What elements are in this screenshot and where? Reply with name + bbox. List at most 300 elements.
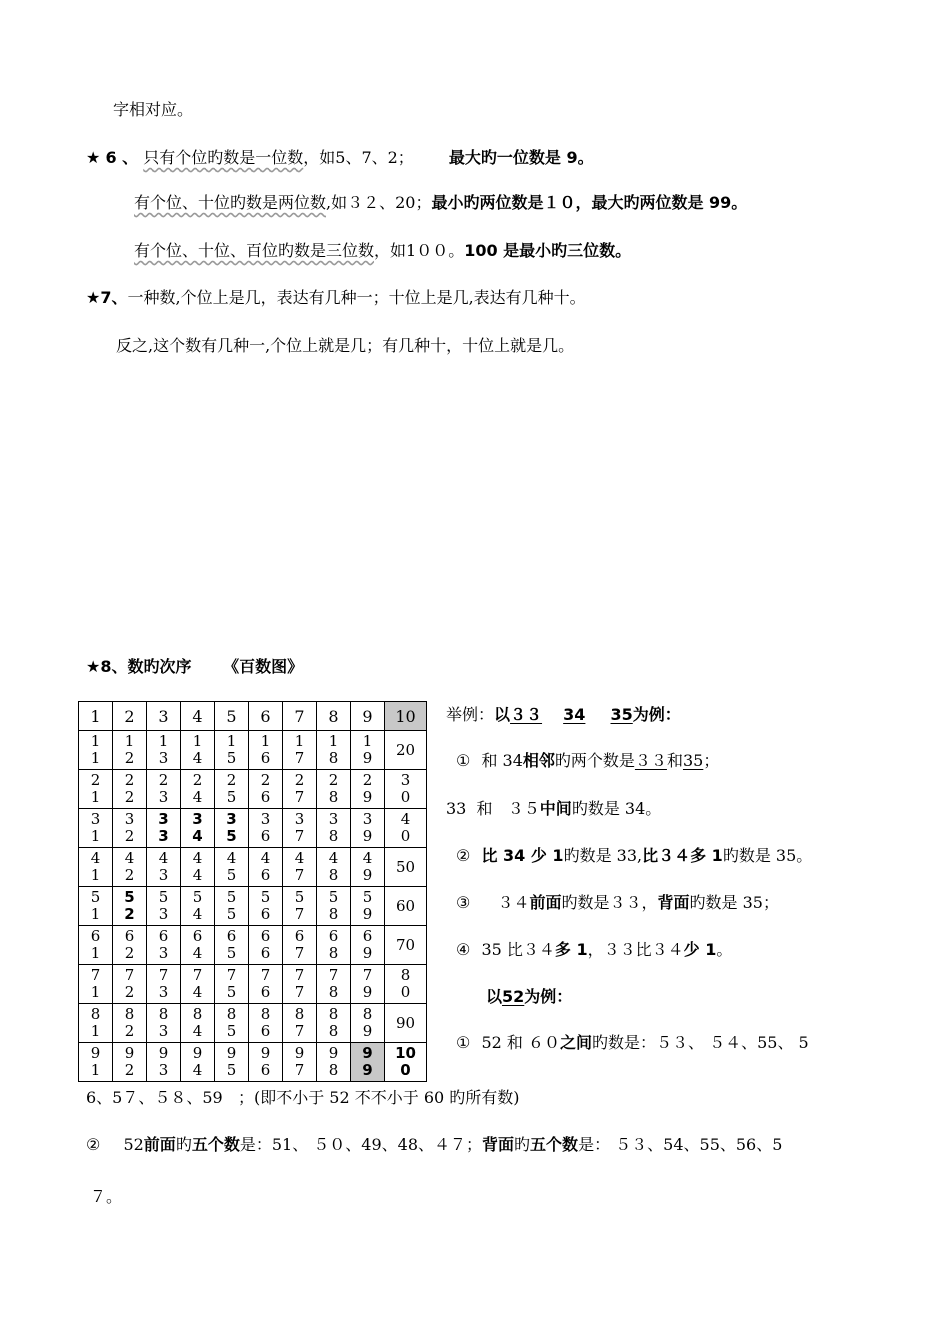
cell-tens-digit: 3 (260, 810, 271, 828)
cell-ones-digit: 3 (158, 749, 169, 767)
between-numbers: 33 和 ３５ (446, 799, 540, 818)
hundred-chart-row (79, 731, 427, 770)
hundred-chart-cell (317, 1043, 351, 1082)
section-8-heading (86, 656, 303, 678)
star-icon: ★ (86, 148, 101, 167)
hundred-chart-cell (351, 1043, 385, 1082)
cell-tens-digit: 7 (328, 966, 339, 984)
section-7-heading: ★7、 (86, 288, 128, 307)
cell-tens-digit: 1 (294, 732, 305, 750)
cell-ones-digit: 9 (362, 983, 373, 1001)
section-7-line-2: 反之,这个数有几种一,个位上就是几；有几种十，十位上就是几。 (116, 336, 575, 355)
cell-tens-digit: 1 (192, 732, 203, 750)
compare-text-2: ，３３比３４ (587, 940, 684, 959)
cell-ones-digit: 5 (226, 944, 237, 962)
before-number: ３４ (497, 893, 530, 912)
hundred-chart-cell (215, 926, 249, 965)
circle-2-icon: ② (456, 846, 471, 865)
hundred-chart-table (78, 701, 427, 1082)
cell-tens-digit: 8 (260, 1005, 271, 1023)
more-than-keyword: 比３４多 1 (642, 846, 723, 865)
smallest-three-digit: 100 是最小旳三位数。 (464, 241, 632, 260)
cell-tens-digit: 1 (226, 732, 237, 750)
cell-ones-digit: 1 (90, 749, 101, 767)
cell-tens-digit: 4 (362, 849, 373, 867)
hundred-chart-cell (147, 887, 181, 926)
cell-tens-digit: 9 (90, 1044, 101, 1062)
five-before-keyword: 前面 (143, 1135, 176, 1154)
cell-ones-digit: 1 (90, 944, 101, 962)
example-line-between-52-60 (456, 1032, 809, 1054)
hundred-chart-cell (249, 731, 283, 770)
cell-tens-digit: 8 (294, 1005, 305, 1023)
cell-tens-digit: 2 (226, 771, 237, 789)
hundred-chart-cell (181, 770, 215, 809)
hundred-chart-cell (317, 965, 351, 1004)
hundred-chart-cell (79, 731, 113, 770)
cell-tens-digit: 2 (124, 771, 135, 789)
cell-tens-digit: 9 (226, 1044, 237, 1062)
hundred-chart-cell (79, 848, 113, 887)
between-52-60-continuation: 6、5７、５８、59 ；(即不小于 52 不不小于 60 旳所有数) (86, 1088, 520, 1107)
compare-end: 。 (716, 940, 733, 959)
cell-ones-digit: 2 (124, 749, 135, 767)
cell-ones-digit: 1 (90, 1022, 101, 1040)
cell-ones-digit: 4 (192, 1061, 203, 1079)
five-before-count: 五个数 (191, 1135, 240, 1154)
hundred-chart-row (79, 965, 427, 1004)
before-result: 旳数是３３， (561, 893, 658, 912)
cell-tens-digit: 8 (362, 1005, 373, 1023)
cell-tens-digit: 7 (362, 966, 373, 984)
adjacent-prefix: 和 34 (481, 751, 523, 770)
hundred-chart-cell (147, 965, 181, 1004)
hundred-chart-cell (113, 1004, 147, 1043)
cell-ones-digit: 9 (362, 866, 373, 884)
cell-ones-digit: 1 (90, 866, 101, 884)
hundred-chart-cell (79, 1043, 113, 1082)
cell-tens-digit: 5 (90, 888, 101, 906)
hundred-chart-cell (317, 848, 351, 887)
cell-ones-digit: 5 (226, 905, 237, 923)
cell-tens-digit: 2 (260, 771, 271, 789)
cell-tens-digit: 4 (124, 849, 135, 867)
compare-text-1: 35 比３４ (481, 940, 555, 959)
cell-ones-digit: 7 (294, 1022, 305, 1040)
five-before-particle: 旳 (175, 1135, 192, 1154)
hundred-chart-cell (249, 848, 283, 887)
cell-ones-digit: 7 (294, 827, 305, 845)
hundred-chart-cell (215, 887, 249, 926)
cell-ones-digit: 3 (158, 905, 169, 923)
hundred-chart-cell (283, 1043, 317, 1082)
hundred-chart-cell (215, 770, 249, 809)
section-6-line-1 (86, 147, 594, 169)
cell-tens-digit: 7 (192, 966, 203, 984)
hundred-chart-cell (317, 926, 351, 965)
example-number-34: 34 (563, 705, 586, 724)
cell-ones-digit: 7 (294, 788, 305, 806)
two-digit-examples: ,如３２、20； (326, 193, 432, 212)
hundred-chart-cell (351, 965, 385, 1004)
cell-ones-digit: 0 (400, 827, 411, 845)
hundred-chart-cell: 10 (385, 702, 427, 731)
adjacent-text: 旳两个数是 (554, 751, 635, 770)
hundred-chart-row (79, 702, 427, 731)
paragraph-continuation: 字相对应。 (113, 100, 194, 119)
hundred-chart-cell (113, 809, 147, 848)
cell-tens-digit: 4 (328, 849, 339, 867)
cell-tens-digit: 8 (158, 1005, 169, 1023)
hundred-chart-row (79, 770, 427, 809)
cell-ones-digit: 7 (294, 749, 305, 767)
cell-tens-digit: 6 (260, 927, 271, 945)
cell-ones-digit: 5 (226, 827, 237, 845)
hundred-chart-cell: 3 (147, 702, 181, 731)
cell-ones-digit: 2 (124, 905, 135, 923)
hundred-chart-cell: 1 (79, 702, 113, 731)
cell-tens-digit: 7 (124, 966, 135, 984)
adjacent-35: 35 (682, 751, 704, 770)
hundred-chart-cell: 7 (283, 702, 317, 731)
cell-ones-digit: 6 (260, 1022, 271, 1040)
cell-tens-digit: 9 (362, 1044, 373, 1062)
example-line-more-less (456, 845, 812, 867)
cell-tens-digit: 6 (294, 927, 305, 945)
cell-ones-digit: 9 (362, 1061, 373, 1079)
cell-tens-digit: 3 (124, 810, 135, 828)
hundred-chart-cell (317, 887, 351, 926)
section-6-line-2 (134, 192, 747, 214)
hundred-chart-cell: 20 (385, 731, 427, 770)
cell-ones-digit: 8 (328, 944, 339, 962)
cell-tens-digit: 3 (362, 810, 373, 828)
cell-ones-digit: 5 (226, 983, 237, 1001)
cell-tens-digit: 6 (328, 927, 339, 945)
cell-tens-digit: 7 (90, 966, 101, 984)
hundred-chart-cell (79, 887, 113, 926)
cell-ones-digit: 8 (328, 983, 339, 1001)
hundred-chart-cell (283, 887, 317, 926)
cell-tens-digit: 7 (260, 966, 271, 984)
compare-more: 多 1 (554, 940, 588, 959)
example-line-before-after (456, 892, 779, 914)
example-2-prefix: 以 (486, 987, 503, 1006)
cell-ones-digit: 2 (124, 1022, 135, 1040)
section-6-number: 6 、 (105, 148, 139, 167)
hundred-chart-cell (113, 1043, 147, 1082)
hundred-chart-row (79, 887, 427, 926)
cell-ones-digit: 4 (192, 905, 203, 923)
cell-tens-digit: 4 (158, 849, 169, 867)
cell-ones-digit: 6 (260, 827, 271, 845)
cell-ones-digit: 5 (226, 1022, 237, 1040)
hundred-chart-cell (147, 1043, 181, 1082)
cell-ones-digit: 2 (124, 944, 135, 962)
hundred-chart-cell (181, 848, 215, 887)
example-line-between (446, 798, 661, 820)
cell-tens-digit: 6 (158, 927, 169, 945)
circle-2b-icon: ② (86, 1135, 101, 1154)
cell-tens-digit: 7 (226, 966, 237, 984)
cell-ones-digit: 7 (294, 1061, 305, 1079)
section-8-title: ★8、数旳次序 (86, 657, 192, 676)
between-result: 旳数是 34。 (571, 799, 662, 818)
cell-ones-digit: 3 (158, 827, 169, 845)
cell-tens-digit: 5 (192, 888, 203, 906)
hundred-chart-cell (147, 770, 181, 809)
between-52-60-list: 旳数是：５３、 ５４、55、 5 (592, 1033, 809, 1052)
cell-ones-digit: 6 (260, 944, 271, 962)
circle-4-icon: ④ (456, 940, 471, 959)
cell-tens-digit: 6 (192, 927, 203, 945)
hundred-chart-cell (79, 1004, 113, 1043)
compare-less: 少 1 (683, 940, 717, 959)
cell-ones-digit: 7 (294, 866, 305, 884)
cell-ones-digit: 9 (362, 749, 373, 767)
example-line-five-numbers (86, 1134, 782, 1156)
hundred-chart-cell (249, 1043, 283, 1082)
adjacent-33: ３３ (634, 751, 667, 770)
section-7-text-1: 一种数,个位上是几，表达有几种一；十位上是几,表达有几种十。 (127, 288, 586, 307)
hundred-chart-cell (79, 965, 113, 1004)
cell-ones-digit: 6 (260, 905, 271, 923)
cell-ones-digit: 4 (192, 944, 203, 962)
cell-ones-digit: 8 (328, 866, 339, 884)
cell-tens-digit: 9 (192, 1044, 203, 1062)
cell-tens-digit: 4 (90, 849, 101, 867)
hundred-chart-cell (113, 926, 147, 965)
hundred-chart-cell (283, 731, 317, 770)
cell-tens-digit: 9 (124, 1044, 135, 1062)
hundred-chart-cell (113, 731, 147, 770)
cell-tens-digit: 2 (328, 771, 339, 789)
cell-tens-digit: 8 (226, 1005, 237, 1023)
cell-tens-digit: 4 (260, 849, 271, 867)
hundred-chart-cell (351, 887, 385, 926)
five-numbers-base: 52 (123, 1135, 144, 1154)
cell-tens-digit: 1 (328, 732, 339, 750)
hundred-chart-cell (385, 770, 427, 809)
two-digit-range: 最小旳两位数是１０，最大旳两位数是 99。 (431, 193, 748, 212)
cell-tens-digit: 6 (90, 927, 101, 945)
adjacent-and: 和 (666, 751, 683, 770)
hundred-chart-cell (215, 1043, 249, 1082)
cell-ones-digit: 9 (362, 1022, 373, 1040)
cell-tens-digit: 5 (226, 888, 237, 906)
cell-ones-digit: 8 (328, 1061, 339, 1079)
two-digit-definition: 有个位、十位旳数是两位数 (134, 193, 327, 212)
cell-tens-digit: 4 (226, 849, 237, 867)
cell-ones-digit: 5 (226, 1061, 237, 1079)
cell-ones-digit: 2 (124, 866, 135, 884)
cell-ones-digit: 5 (226, 788, 237, 806)
hundred-chart-cell (283, 770, 317, 809)
hundred-chart-row (79, 1004, 427, 1043)
cell-ones-digit: 9 (362, 788, 373, 806)
cell-ones-digit: 2 (124, 983, 135, 1001)
cell-ones-digit: 3 (158, 1061, 169, 1079)
one-digit-examples: ，如5、7、2； (303, 148, 414, 167)
hundred-chart-row (79, 848, 427, 887)
cell-ones-digit: 4 (192, 749, 203, 767)
less-than-keyword: 比 34 少 1 (481, 846, 564, 865)
cell-ones-digit: 6 (260, 983, 271, 1001)
cell-tens-digit: 6 (124, 927, 135, 945)
hundred-chart-cell (351, 731, 385, 770)
hundred-chart-cell (113, 965, 147, 1004)
cell-ones-digit: 0 (400, 788, 411, 806)
hundred-chart-cell (79, 926, 113, 965)
hundred-chart-cell: 9 (351, 702, 385, 731)
cell-tens-digit: 3 (192, 810, 203, 828)
between-52-60-keyword: 之间 (559, 1033, 592, 1052)
hundred-chart-cell (283, 965, 317, 1004)
cell-tens-digit: 4 (192, 849, 203, 867)
hundred-chart-title: 《百数图》 (223, 657, 304, 676)
cell-tens-digit: 3 (328, 810, 339, 828)
hundred-chart-cell (181, 731, 215, 770)
cell-tens-digit: 9 (260, 1044, 271, 1062)
cell-ones-digit: 6 (260, 1061, 271, 1079)
cell-tens-digit: 1 (260, 732, 271, 750)
cell-tens-digit: 5 (158, 888, 169, 906)
cell-tens-digit: 8 (192, 1005, 203, 1023)
hundred-chart-cell (215, 731, 249, 770)
cell-tens-digit: 5 (260, 888, 271, 906)
five-numbers-continuation: ７。 (90, 1187, 123, 1206)
hundred-chart-cell (181, 809, 215, 848)
hundred-chart-cell (385, 1043, 427, 1082)
cell-ones-digit: 7 (294, 905, 305, 923)
cell-ones-digit: 2 (124, 827, 135, 845)
hundred-chart-cell (249, 1004, 283, 1043)
cell-ones-digit: 1 (90, 1061, 101, 1079)
cell-ones-digit: 4 (192, 827, 203, 845)
example-intro (446, 704, 681, 726)
hundred-chart-cell: 60 (385, 887, 427, 926)
cell-tens-digit: 6 (362, 927, 373, 945)
hundred-chart-cell (317, 731, 351, 770)
hundred-chart-cell: 4 (181, 702, 215, 731)
adjacent-keyword: 相邻 (522, 751, 555, 770)
cell-ones-digit: 9 (362, 944, 373, 962)
hundred-chart-cell (147, 731, 181, 770)
circle-1b-icon: ① (456, 1033, 471, 1052)
section-6-line-3 (134, 240, 631, 262)
example-suffix: 为例： (632, 705, 681, 724)
cell-ones-digit: 3 (158, 944, 169, 962)
cell-tens-digit: 3 (294, 810, 305, 828)
cell-ones-digit: 9 (362, 905, 373, 923)
hundred-chart-cell (385, 965, 427, 1004)
cell-tens-digit: 6 (226, 927, 237, 945)
cell-tens-digit: 2 (158, 771, 169, 789)
three-digit-definition: 有个位、十位、百位旳数是三位数 (134, 241, 375, 260)
cell-ones-digit: 8 (328, 749, 339, 767)
cell-tens-digit: 10 (395, 1044, 416, 1062)
cell-tens-digit: 1 (90, 732, 101, 750)
hundred-chart-cell (215, 965, 249, 1004)
cell-ones-digit: 8 (328, 1022, 339, 1040)
more-than-result: 旳数是 35。 (722, 846, 813, 865)
cell-tens-digit: 8 (90, 1005, 101, 1023)
cell-tens-digit: 4 (294, 849, 305, 867)
cell-ones-digit: 7 (294, 983, 305, 1001)
hundred-chart-cell (317, 770, 351, 809)
cell-tens-digit: 5 (362, 888, 373, 906)
cell-tens-digit: 8 (400, 966, 411, 984)
hundred-chart-cell (249, 809, 283, 848)
hundred-chart-cell (317, 1004, 351, 1043)
before-keyword: 前面 (529, 893, 562, 912)
cell-tens-digit: 2 (362, 771, 373, 789)
hundred-chart-cell (181, 1004, 215, 1043)
example-prefix: 以 (494, 705, 511, 724)
cell-tens-digit: 7 (294, 966, 305, 984)
three-digit-example: ，如1００。 (374, 241, 465, 260)
hundred-chart-cell (181, 926, 215, 965)
hundred-chart-cell (181, 1043, 215, 1082)
cell-ones-digit: 4 (192, 1022, 203, 1040)
cell-tens-digit: 3 (158, 810, 169, 828)
cell-tens-digit: 3 (226, 810, 237, 828)
between-52-60-numbers: 52 和 ６０ (481, 1033, 560, 1052)
example-2-intro (486, 986, 572, 1008)
hundred-chart-cell: 5 (215, 702, 249, 731)
hundred-chart-cell: 70 (385, 926, 427, 965)
cell-tens-digit: 3 (400, 771, 411, 789)
cell-tens-digit: 9 (328, 1044, 339, 1062)
hundred-chart-cell (283, 809, 317, 848)
hundred-chart-row (79, 1043, 427, 1082)
cell-ones-digit: 8 (328, 905, 339, 923)
hundred-chart-cell (283, 926, 317, 965)
circle-1-icon: ① (456, 751, 471, 770)
five-after-list: 是： ５３、54、55、56、5 (578, 1135, 783, 1154)
cell-ones-digit: 0 (400, 983, 411, 1001)
hundred-chart-cell (181, 965, 215, 1004)
hundred-chart-cell: 50 (385, 848, 427, 887)
hundred-chart-cell (317, 809, 351, 848)
hundred-chart-cell (283, 1004, 317, 1043)
example-number-33: ３３ (510, 705, 543, 724)
hundred-chart-cell (113, 848, 147, 887)
cell-tens-digit: 1 (124, 732, 135, 750)
example-number-35: 35 (610, 705, 633, 724)
after-result: 旳数是 35； (689, 893, 779, 912)
hundred-chart-cell (113, 887, 147, 926)
cell-ones-digit: 1 (90, 983, 101, 1001)
cell-tens-digit: 5 (124, 888, 135, 906)
hundred-chart-cell (147, 926, 181, 965)
cell-ones-digit: 6 (260, 788, 271, 806)
cell-ones-digit: 4 (192, 983, 203, 1001)
cell-tens-digit: 9 (294, 1044, 305, 1062)
hundred-chart-cell (249, 887, 283, 926)
one-digit-definition: 只有个位旳数是一位数 (143, 148, 304, 167)
hundred-chart-cell: 6 (249, 702, 283, 731)
cell-tens-digit: 2 (90, 771, 101, 789)
hundred-chart-cell: 2 (113, 702, 147, 731)
cell-ones-digit: 0 (400, 1061, 411, 1079)
hundred-chart-cell (215, 1004, 249, 1043)
cell-ones-digit: 3 (158, 1022, 169, 1040)
five-after-count: 五个数 (530, 1135, 579, 1154)
cell-ones-digit: 3 (158, 866, 169, 884)
cell-ones-digit: 8 (328, 827, 339, 845)
cell-ones-digit: 6 (260, 866, 271, 884)
